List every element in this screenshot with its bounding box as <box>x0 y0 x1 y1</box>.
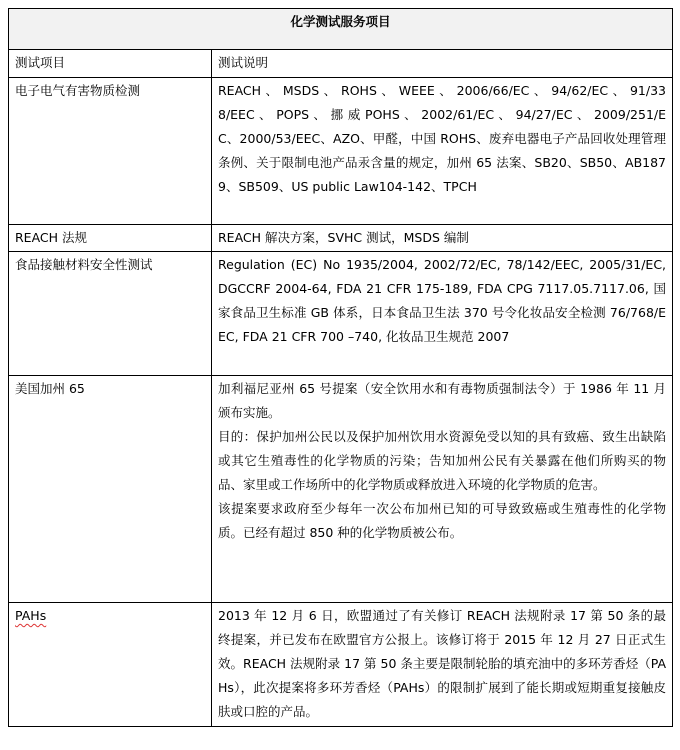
table-row <box>9 78 673 225</box>
header-test-item: 测试项目 <box>9 50 212 78</box>
test-item <box>9 603 212 727</box>
test-item: 美国加州 65 <box>9 376 212 603</box>
description-paragraph: 2013 年 12 月 6 日，欧盟通过了有关修订 REACH 法规附录 17 第 50 条的最终提案，并已发布在欧盟官方公报上。该修订将于 2015 年 12 月 27 日正式生效。REACH 法规附录 17 第 50 条主要是限制轮胎的填充油中的多环芳香烃（PAHs），此次提案将多环芳香烃（PAHs）的限制扩展到了能长期或短期重复接触皮肤或口腔的产品。 <box>218 608 667 719</box>
table-row <box>9 252 673 376</box>
test-description <box>212 252 673 376</box>
header-row <box>9 50 673 78</box>
table-title: 化学测试服务项目 <box>9 9 673 50</box>
description-paragraph: Regulation (EC) No 1935/2004, 2002/72/EC, 78/142/EEC, 2005/31/EC, DGCCRF 2004-64, FDA 21 CFR 175-189, FDA CPG 7117.05.7117.06, 国家食品卫生标准 GB 体系，日本食品卫生法 370 号令化妆品安全检测 76/768/EEC, FDA 21 CFR 700 –740, 化妆品卫生规范 2007 <box>218 257 667 344</box>
header-test-description: 测试说明 <box>212 50 673 78</box>
test-description <box>212 225 673 252</box>
test-item: 食品接触材料安全性测试 <box>9 252 212 376</box>
test-item: REACH 法规 <box>9 225 212 252</box>
table-row <box>9 603 673 727</box>
description-paragraph: REACH 解决方案，SVHC 测试，MSDS 编制 <box>218 230 469 245</box>
chemical-testing-table <box>8 8 673 727</box>
title-row <box>9 9 673 50</box>
table-row <box>9 225 673 252</box>
test-item-label: PAHs <box>15 608 47 623</box>
table-row <box>9 376 673 603</box>
test-description <box>212 603 673 727</box>
test-description <box>212 376 673 603</box>
description-paragraph: 目的：保护加州公民以及保护加州饮用水资源免受以知的具有致癌、致生出缺陷或其它生殖毒性的化学物质的污染；告知加州公民有关暴露在他们所购买的物品、家里或工作场所中的化学物质或释放进入环境的化学物质的危害。 <box>218 429 667 492</box>
description-paragraph: 加利福尼亚州 65 号提案（安全饮用水和有毒物质强制法令）于 1986 年 11 月颁布实施。 <box>218 381 667 420</box>
description-paragraph: REACH 、 MSDS 、 ROHS 、 WEEE 、 2006/66/EC 、 94/62/EC 、 91/338/EEC 、 POPS 、 挪 威 POHS 、 2002/61/EC 、 94/27/EC 、 2009/251/EC、2000/53/EEC、AZO、甲醛，中国 ROHS、废弃电器电子产品回收处理管理条例、关于限制电池产品汞含量的规定，加州 65 法案、SB20、SB50、AB1879、SB509、US public Law104-142、TPCH <box>218 83 667 194</box>
test-description <box>212 78 673 225</box>
test-item: 电子电气有害物质检测 <box>9 78 212 225</box>
description-paragraph: 该提案要求政府至少每年一次公布加州已知的可导致致癌或生殖毒性的化学物质。已经有超过 850 种的化学物质被公布。 <box>218 501 667 540</box>
